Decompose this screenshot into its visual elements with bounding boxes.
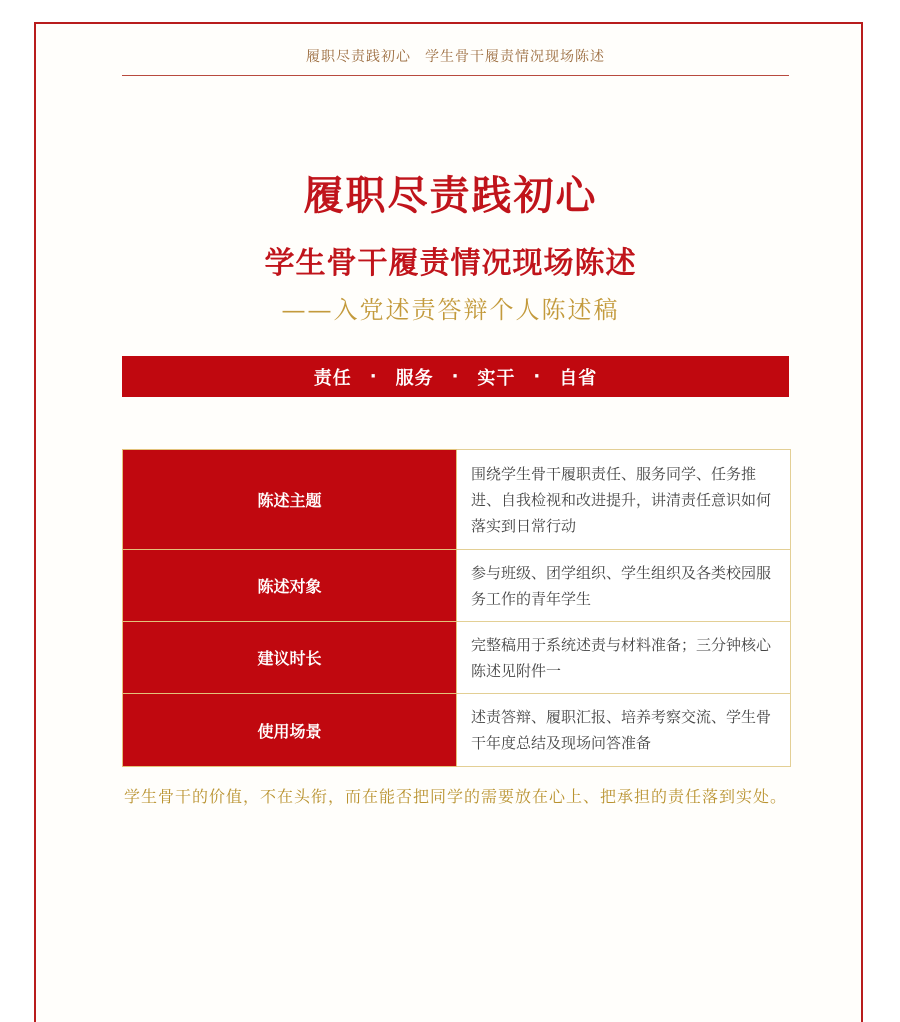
banner-separator: · — [369, 366, 378, 387]
row-label: 陈述主题 — [123, 450, 457, 550]
document-title: 履职尽责践初心 — [303, 173, 598, 219]
row-label: 建议时长 — [123, 622, 457, 694]
row-value: 完整稿用于系统述责与材料准备；三分钟核心陈述见附件一 — [457, 622, 791, 694]
closing-quote: 学生骨干的价值，不在头衔，而在能否把同学的需要放在心上、把承担的责任落到实处。 — [123, 787, 787, 806]
header-rule — [122, 75, 789, 76]
table-row — [123, 550, 791, 622]
keyword-banner — [122, 356, 789, 397]
table-row — [123, 450, 791, 550]
table-row — [123, 622, 791, 694]
row-value: 参与班级、团学组织、学生组织及各类校园服务工作的青年学生 — [457, 550, 791, 622]
running-header — [122, 46, 789, 66]
banner-item: 自省 — [559, 367, 598, 389]
row-label: 陈述对象 — [123, 550, 457, 622]
table-row — [123, 694, 791, 767]
row-label: 使用场景 — [123, 694, 457, 767]
banner-separator: · — [451, 366, 460, 387]
page-frame — [34, 22, 863, 1022]
running-header-right: 学生骨干履责情况现场陈述 — [425, 49, 605, 65]
banner-item: 责任 — [313, 367, 352, 389]
document-subtitle: 学生骨干履责情况现场陈述 — [264, 246, 637, 281]
info-table — [122, 449, 791, 767]
document-subsubtitle: ——入党述责答辩个人陈述稿 — [281, 296, 620, 324]
banner-item: 服务 — [395, 367, 434, 389]
running-header-left: 履职尽责践初心 — [306, 49, 411, 65]
row-value: 述责答辩、履职汇报、培养考察交流、学生骨干年度总结及现场问答准备 — [457, 694, 791, 767]
row-value: 围绕学生骨干履职责任、服务同学、任务推进、自我检视和改进提升，讲清责任意识如何落实到日常行动 — [457, 450, 791, 550]
banner-separator: · — [533, 366, 542, 387]
banner-item: 实干 — [477, 367, 516, 389]
